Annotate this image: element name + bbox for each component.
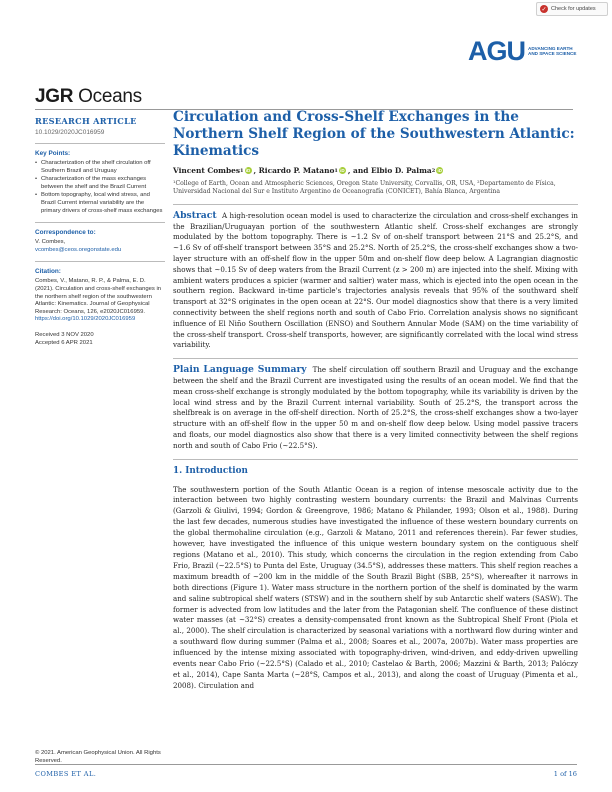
sidebar-divider xyxy=(35,143,165,144)
accepted-date: Accepted 6 APR 2021 xyxy=(35,339,93,346)
key-points-list xyxy=(35,160,165,215)
section-divider xyxy=(173,358,578,359)
plain-language-summary-heading: Plain Language Summary xyxy=(173,364,307,376)
orcid-icon[interactable]: iD xyxy=(245,168,251,173)
section-divider xyxy=(173,204,578,205)
agu-logo-mark: AGU xyxy=(468,35,525,66)
plain-language-summary xyxy=(173,365,578,451)
sidebar-divider xyxy=(35,261,165,262)
abstract xyxy=(173,211,578,351)
correspondence-email-link[interactable]: vcombes@ceos.oregonstate.edu xyxy=(35,246,122,253)
footer-divider xyxy=(35,764,577,765)
author-affiliation-number: 1 xyxy=(240,167,244,174)
author-name[interactable]: , and Elbio D. Palma xyxy=(347,166,432,175)
correspondence-name: V. Combes, xyxy=(35,239,66,246)
key-point: • Characterization of the mass exchanges between the shelf and the Brazil Current xyxy=(35,176,165,191)
agu-logo-tagline: ADVANCING EARTH AND SPACE SCIENCE xyxy=(528,45,577,56)
article-title: Circulation and Cross-Shelf Exchanges in the Northern Shelf Region of the Southwestern Atlantic: Kinematics xyxy=(173,109,575,159)
abstract-text: A high-resolution ocean model is used to characterize the circulation and cross-shelf exchanges in the Brazilian/Uruguayan portion of the southwestern Atlantic shelf. Cross-shelf exchanges are strongly modulated by the bottom topography. There is ~1.2 Sv of on-shelf transport between 21°S and 25.2°S, and ~1.6 Sv of off-shelf transport between 35°S and 25.2°S. North of 25.2°S, the cross-shelf exchanges show a two-layer structure with an off-shelf flow in the upper 50m and on-shelf flow deep below. A Lagrangian diagnostic shows that ~0.15 Sv of deep waters from the Brazil Current (z > 200 m) are injected into the shelf. Mixing with ambient waters produces a spicier (warmer and saltier) water mass, which is ejected into the open ocean in the southern region. Backward in-time particle's trajectories analysis reveals that 95% of the southward shelf transport at 32°S originates in the open ocean at 22°S. Our model diagnostics show that there is a very limited connectivity between the shelf regions north and south of Cabo Frio. Correlation analysis shows no significant influence of El Niño Southern Oscillation (ENSO) and Southern Annular Mode (SAM) on the time variability of the cross-shelf transport. Cross-shelf transports, however, are significantly correlated with the local wind stress variability. xyxy=(173,210,578,350)
author-affiliations: ¹College of Earth, Ocean and Atmospheric Sciences, Oregon State University, Corvallis, OR, USA, ²Departamento de Física, Universidad Nacional del Sur e Instituto Argentino de Oceanografía (CONICET), Bahía Blanca, Argentina xyxy=(173,180,556,196)
author-list xyxy=(173,166,578,175)
orcid-icon[interactable]: iD xyxy=(340,168,345,173)
article-main xyxy=(173,108,578,692)
copyright-notice: © 2021. American Geophysical Union. All Rights Reserved. xyxy=(35,750,161,764)
author-name[interactable]: , Ricardo P. Matano xyxy=(253,166,335,175)
author-affiliation-number: 2 xyxy=(431,167,436,174)
author-affiliation-number: 1 xyxy=(334,167,338,174)
page-number: 1 of 16 xyxy=(553,770,577,778)
received-date: Received 3 NOV 2020 xyxy=(35,331,94,338)
plain-language-summary-text: The shelf circulation off southern Brazil and Uruguay and the exchange between the shelf and the Brazil Current are investigated using the results of an ocean model. We find that the mean cross-shelf exchange is strongly modulated by the bottom topography, while its variability is driven by the local wind stress and by the Brazil Current internal variability. South of 25.2°S, the transport across the shelfbreak is on average in the off-shelf direction. North of 25.2°S, the cross-shelf exchanges show a two-layer structure with an off-shelf flow in the upper 50 m and on-shelf flow deep below. Using model passive tracers and floats, our model diagnostics also show that there is a very limited connectivity between the shelf regions north and south of Cabo Frio (~22.5°S). xyxy=(173,365,579,450)
citation-doi-link[interactable]: https://doi.org/10.1029/2020JC016959 xyxy=(35,316,136,323)
agu-logo xyxy=(468,37,578,65)
orcid-icon[interactable]: iD xyxy=(437,168,442,173)
key-point: • Bottom topography, local wind stress, and Brazil Current internal variability are the primary drivers of cross-shelf mass exchanges xyxy=(35,192,165,215)
sidebar-divider xyxy=(35,222,165,223)
article-sidebar xyxy=(35,116,165,347)
correspondence-heading: Correspondence to: xyxy=(35,229,96,237)
citation-heading: Citation: xyxy=(35,268,61,276)
check-for-updates-badge[interactable] xyxy=(536,2,608,16)
article-doi: 10.1029/2020JC016959 xyxy=(35,129,105,136)
key-point: • Characterization of the shelf circulation off Southern Brazil and Uruguay xyxy=(35,160,165,175)
section-divider xyxy=(173,459,578,460)
journal-name-bold: JGR xyxy=(35,86,74,107)
journal-name xyxy=(35,86,142,108)
article-type: RESEARCH ARTICLE xyxy=(35,116,137,126)
check-updates-label: Check for updates xyxy=(551,6,596,12)
section-heading-introduction: 1. Introduction xyxy=(173,465,248,476)
check-updates-icon: ✓ xyxy=(541,6,547,13)
key-points-heading: Key Points: xyxy=(35,150,71,157)
running-author-footer: COMBES ET AL. xyxy=(35,770,97,778)
introduction-text: The southwestern portion of the South Atlantic Ocean is a region of intense mesoscale activity due to the interaction between two highly contrasting western boundary currents: the Brazil and Malvinas Currents (Garzoli & Giulivi, 1994; Gordon & Greengrove, 1986; Matano & Philander, 1993; Olson et al., 1988). During the last few decades, numerous studies have investigated the influence of these western boundary currents on the global thermohaline circulation (e.g., Garzoli & Matano, 2011 and references therein). Far fewer studies, however, have investigated the influence of this unique western boundary system on the contiguous shelf regions (Matano et al., 2010). This study, which concerns the circulation in the region extending from Cabo Frio, Brazil (~22.5°S) to Punta del Este, Uruguay (34.5°S), addresses these matters. This shelf region reaches a maximum breadth of ~200 km in the middle of the South Brazil Bight (SBB, 25°S), whereafter it narrows in both directions (Figure 1). Water mass structure in the northern portion of the shelf is dominated by the warm and saline subtropical shelf waters (STSW) and in the southern shelf by sub Antarctic shelf waters (SASW). The former is advected from low latitudes and the later from the Patagonian shelf. The confluence of these distinct water masses (at ~32°S) creates a density-compensated front known as the Subtropical Shelf Front (Piola et al., 2000). The shelf circulation is characterized by seasonal variations with a northward flow during winter and a southward flow during summer (Palma et al., 2008; Soares et al., 2007a, 2007b). Water mass properties are influenced by the intense mixing associated with topography-driven, wind-driven, and eddy-driven upwelling events near Cabo Frio (~22.5°S) (Calado et al., 2010; Castelao & Barth, 2006; Mazzini & Barth, 2013; Palóczy et al., 2014), Cape Santa Marta (~28°S, Campos et al., 2013), and along the coast of Uruguay (Pimenta et al., 2008). Circulation and xyxy=(173,484,578,690)
author-name[interactable]: Vincent Combes xyxy=(173,166,241,175)
citation-text: Combes, V., Matano, R. P., & Palma, E. D. (2021). Circulation and cross-shelf exchanges in the northern shelf region of the southwestern Atlantic: Kinematics. Journal of Geophysical Research: Oceans, 126, e2020JC016959. xyxy=(35,278,162,315)
journal-name-light: Oceans xyxy=(78,86,142,107)
abstract-heading: Abstract xyxy=(173,209,217,221)
